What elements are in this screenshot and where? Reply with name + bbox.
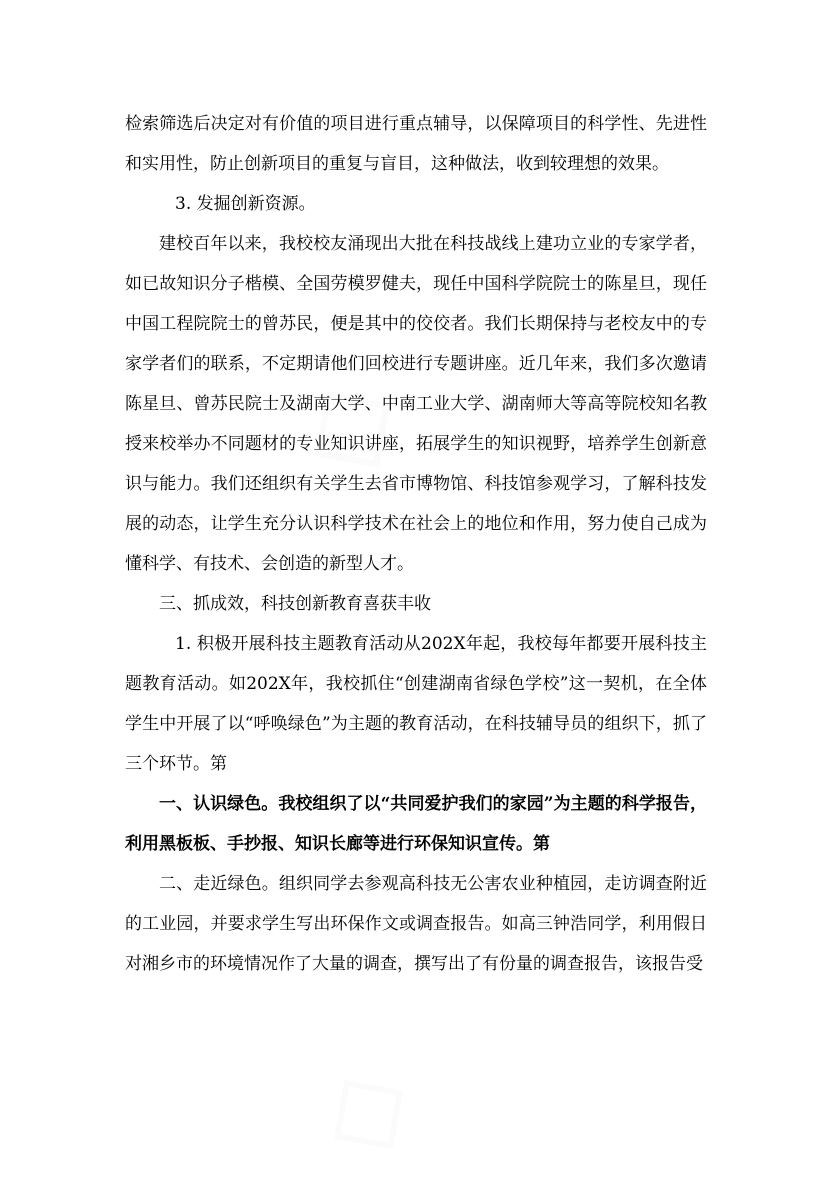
paragraph-alumni: 建校百年以来，我校校友涌现出大批在科技战线上建功立业的专家学者，如已故知识分子楷模、全国劳模罗健夫，现任中国科学院院士的陈星旦，现任中国工程院院士的曾苏民，便是其中的佼佼者。我们长期保持与老校友中的专家学者们的联系，不定期请他们回校进行专题讲座。近几年来，我们多次邀请陈星旦、曾苏民院士及湖南大学、中南工业大学、湖南师大等高等院校知名教授来校举办不同题材的专业知识讲座，拓展学生的知识视野，培养学生创新意识与能力。我们还组织有关学生去省市博物馆、科技馆参观学习，了解科技发展的动态，让学生充分认识科学技术在社会上的地位和作用，努力使自己成为懂科学、有技术、会创造的新型人才。 [125, 234, 707, 574]
watermark: ◇ [269, 333, 433, 506]
document-body [125, 104, 707, 984]
paragraph-recognize-green: 一、认识绿色。我校组织了以“共同爱护我们的家园”为主题的科学报告，利用黑板板、手抄报、知识长廊等进行环保知识宣传。第 [125, 794, 707, 854]
watermark: ◇ [291, 1024, 443, 1184]
section-heading-results: 三、抓成效，科技创新教育喜获丰收 [159, 594, 431, 614]
paragraph-project-screening: 检索筛选后决定对有价值的项目进行重点辅导，以保障项目的科学性、先进性和实用性，防止创新项目的重复与盲目，这种做法，收到较理想的效果。 [125, 114, 707, 174]
subheading-resources: 3. 发掘创新资源。 [175, 194, 316, 214]
paragraph-approach-green: 二、走近绿色。组织同学去参观高科技无公害农业种植园，走访调查附近的工业园，并要求学生写出环保作文或调查报告。如高三钟浩同学，利用假日对湘乡市的环境情况作了大量的调查，撰写出了有份量的调查报告，该报告受 [125, 874, 707, 974]
paragraph-theme-activities: 1. 积极开展科技主题教育活动从202X年起，我校每年都要开展科技主题教育活动。如202X年，我校抓住“创建湖南省绿色学校”这一契机，在全体学生中开展了以“呼唤绿色”为主题的教育活动，在科技辅导员的组织下，抓了三个环节。第 [125, 634, 707, 774]
